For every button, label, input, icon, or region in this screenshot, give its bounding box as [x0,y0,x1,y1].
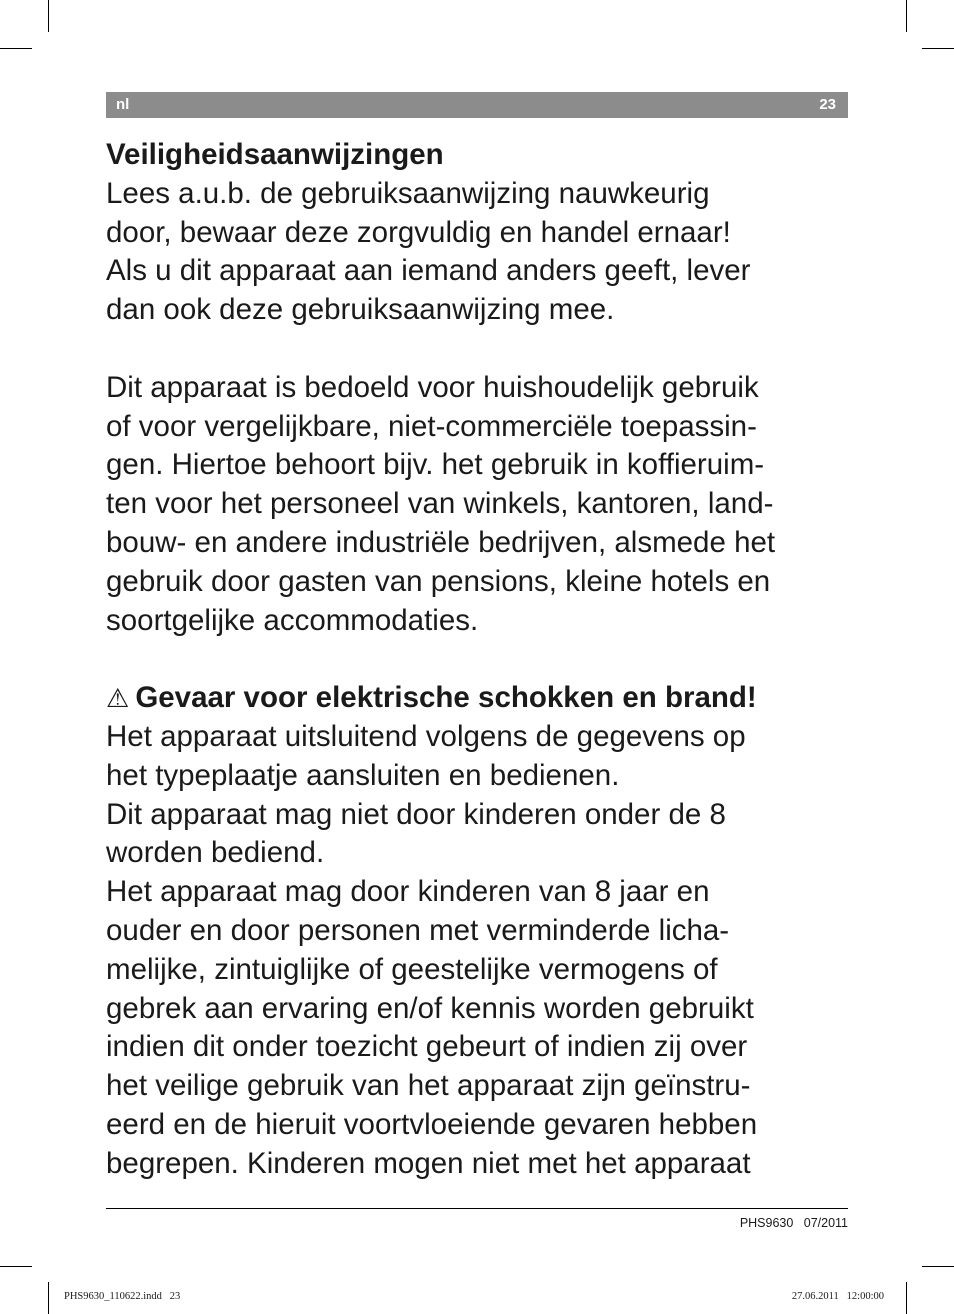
text-line: gebruik door gasten van pensions, kleine hotels en [106,564,771,598]
crop-mark [48,1282,49,1314]
text-line: worden bediend. [106,836,325,870]
warning-block [106,679,856,1183]
text-line: Het apparaat uitsluitend volgens de gegevens op [106,719,746,753]
text-line: eerd en de hieruit voortvloeiende gevaren hebben [106,1107,758,1141]
text-line: Als u dit apparaat aan iemand anders geeft, lever [106,254,751,288]
crop-mark [922,1266,954,1267]
page-number: 23 [819,96,836,113]
text-line: ouder en door personen met verminderde licha- [106,913,730,947]
text-line: begrepen. Kinderen mogen niet met het apparaat [106,1146,751,1180]
print-slug-timestamp: 27.06.2011 12:00:00 [791,1291,884,1302]
print-slug-file: PHS9630_110622.indd 23 [64,1291,181,1302]
text-line: melijke, zintuiglijke of geestelijke vermogens of [106,952,718,986]
crop-mark [0,48,32,49]
text-line: indien dit onder toezicht gebeurt of indien zij over [106,1030,748,1064]
text-line: soortgelijke accommodaties. [106,603,479,637]
text-line: Het apparaat mag door kinderen van 8 jaar en [106,875,710,909]
warning-title [106,679,856,718]
warning-triangle-icon: ⚠ [106,683,130,714]
section-title: Veiligheidsaanwijzingen [106,138,444,171]
page-header-bar [106,92,848,118]
crop-mark [906,1282,907,1314]
text-line: Dit apparaat is bedoeld voor huishoudelijk gebruik [106,370,759,404]
text-line: het veilige gebruik van het apparaat zijn geïnstru- [106,1069,751,1103]
text-line: of voor vergelijkbare, niet-commerciële toepassin- [106,409,757,443]
language-code: nl [116,96,130,113]
crop-mark [922,48,954,49]
text-line: Dit apparaat mag niet door kinderen onder de 8 [106,797,726,831]
text-line: gen. Hiertoe behoort bijv. het gebruik in koffieruim- [106,448,765,482]
text-line: het typeplaatje aansluiten en bedienen. [106,758,620,792]
text-line: door, bewaar deze zorgvuldig en handel ernaar! [106,215,731,249]
crop-mark [48,0,49,32]
text-line: bouw- en andere industriële bedrijven, alsmede het [106,525,776,559]
page-content [106,136,856,1184]
text-line: dan ook deze gebruiksaanwijzing mee. [106,293,615,327]
warning-title-text: Gevaar voor elektrische schokken en brand! [135,681,757,715]
footer-rule [106,1208,848,1209]
crop-mark [906,0,907,32]
footer-model-date: PHS9630 07/2011 [739,1216,848,1230]
crop-mark [0,1266,32,1267]
text-line: gebrek aan ervaring en/of kennis worden gebruikt [106,991,754,1025]
text-line: ten voor het personeel van winkels, kantoren, land- [106,487,774,521]
usage-paragraph [106,369,856,641]
text-line: Lees a.u.b. de gebruiksaanwijzing nauwkeurig [106,176,710,210]
intro-paragraph [106,175,856,330]
